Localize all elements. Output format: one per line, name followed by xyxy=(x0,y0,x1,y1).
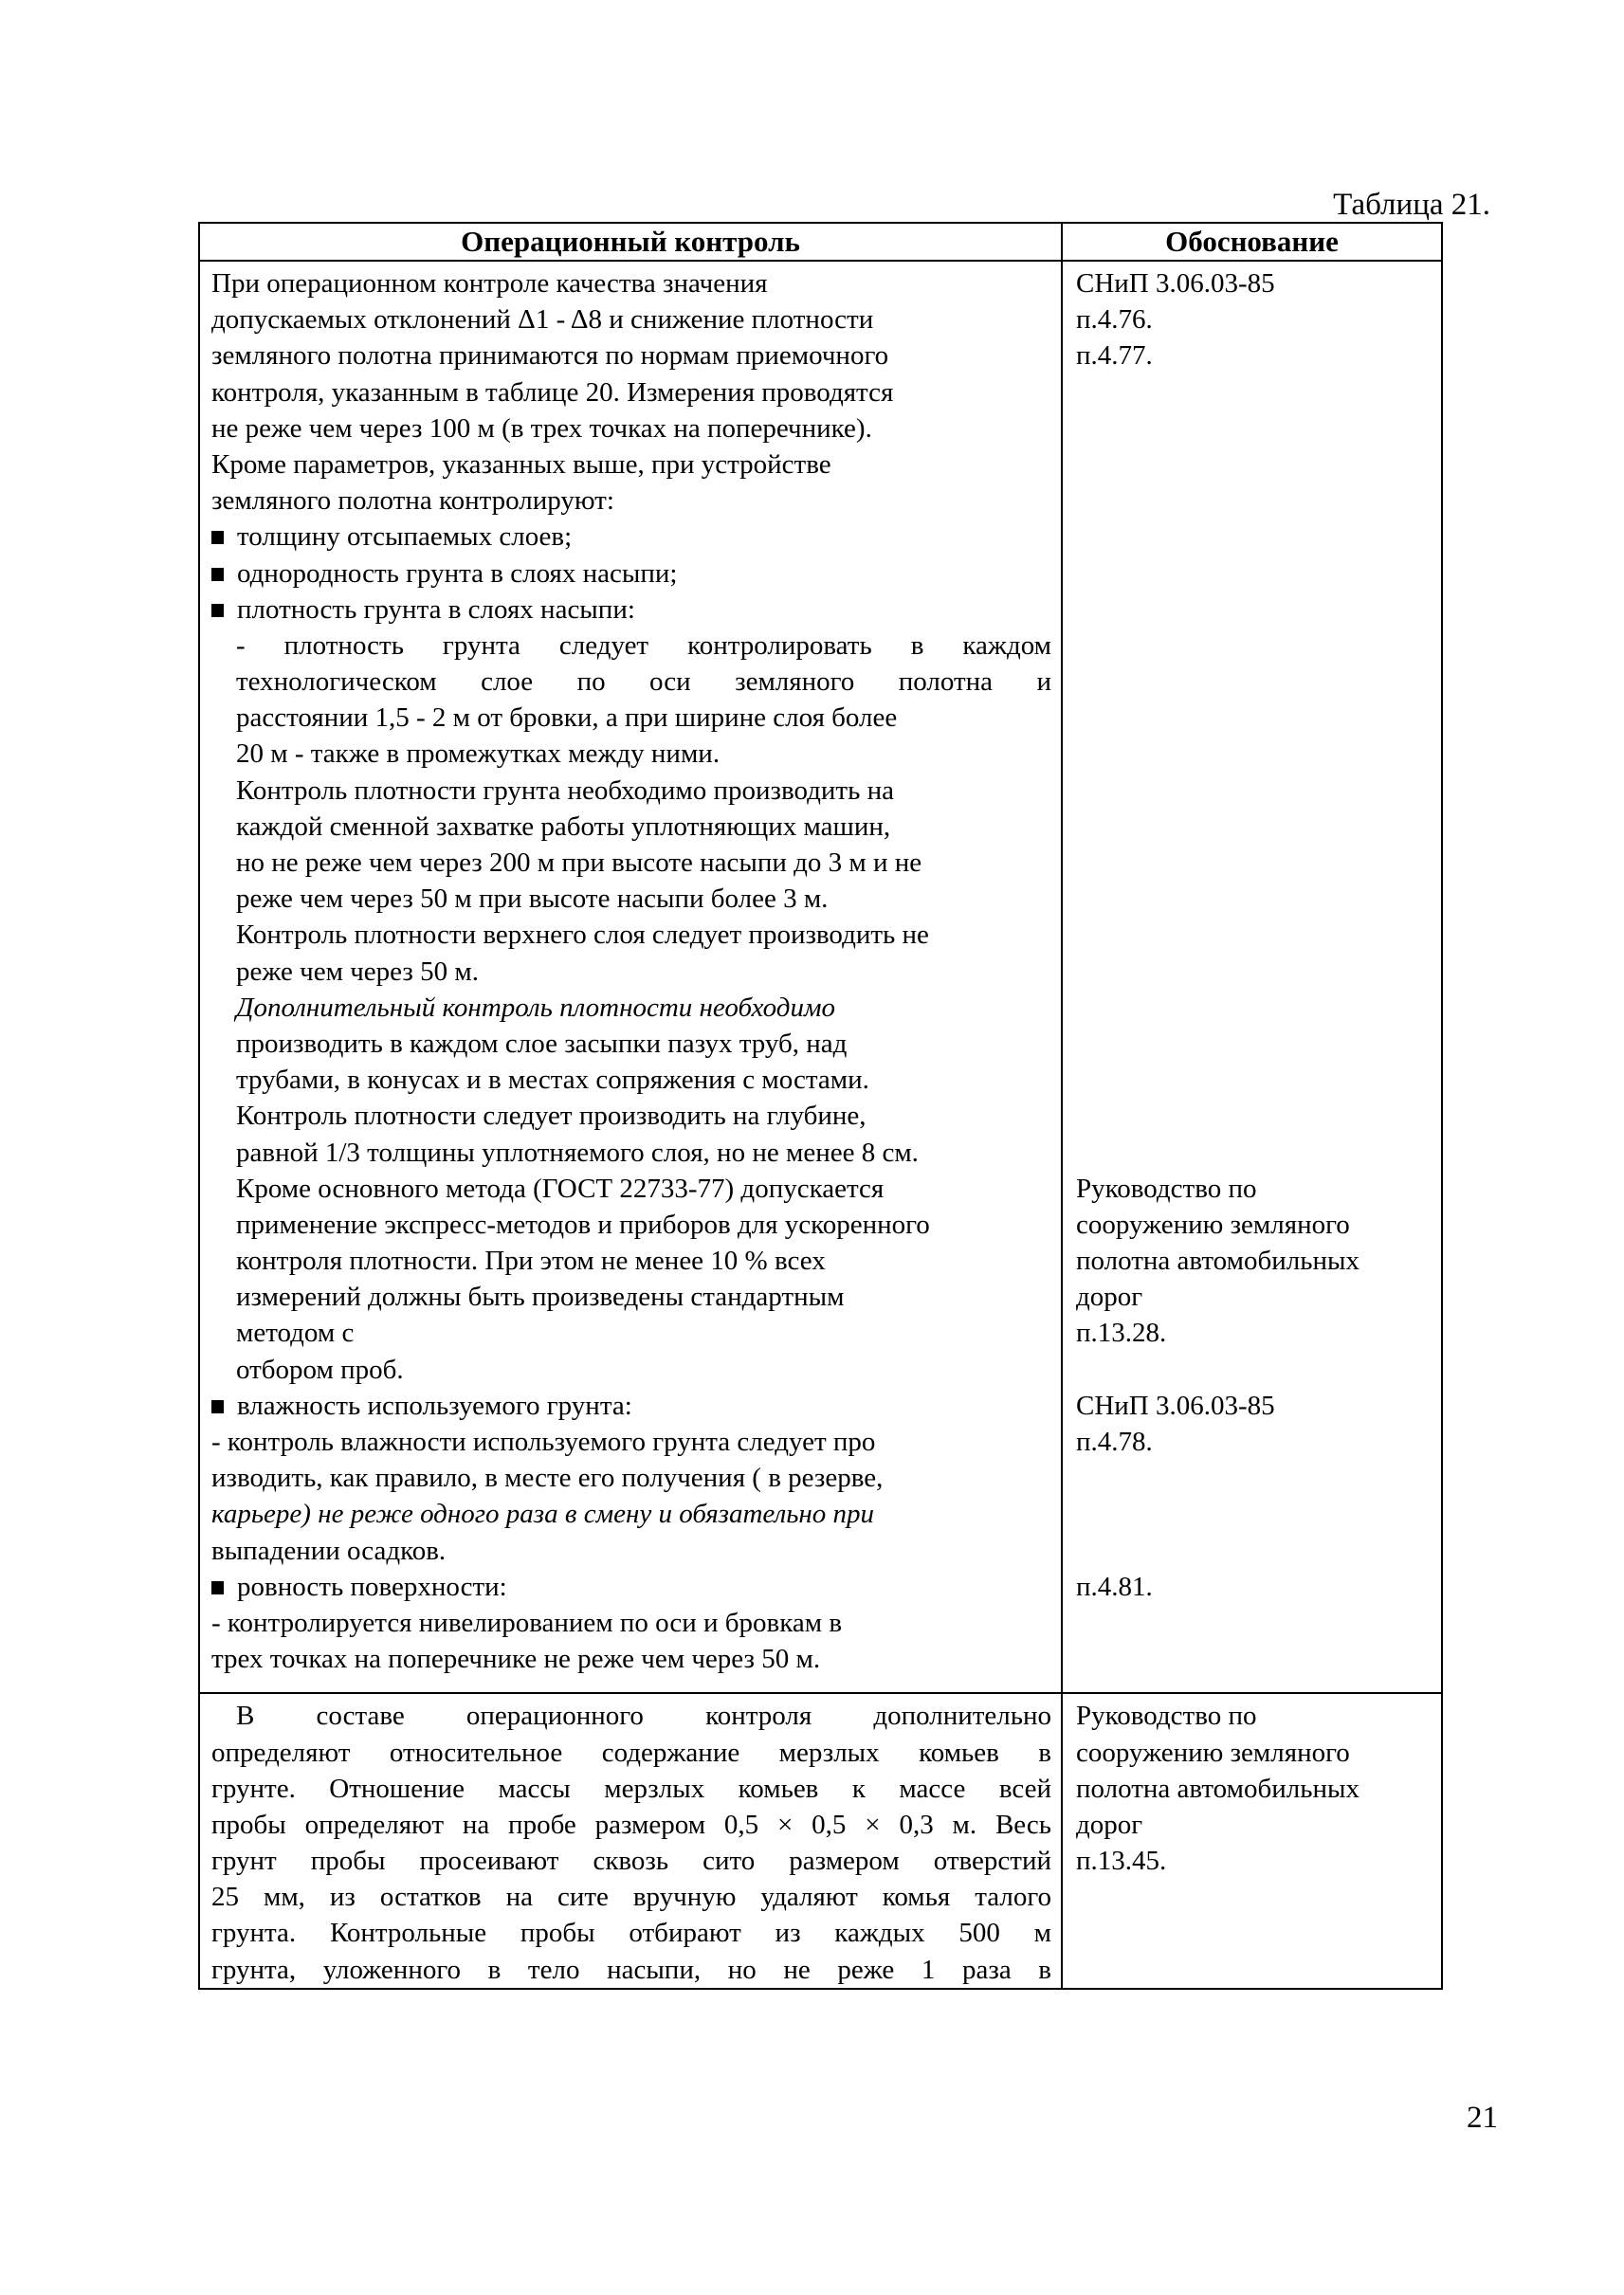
reference-line: п.4.77. xyxy=(1076,340,1153,372)
text-line: каждой сменной захватке работы уплотняющих машин, xyxy=(236,811,891,842)
text-line: При операционном контроле качества значения xyxy=(211,268,768,299)
text-line: применение экспресс-методов и приборов для ускоренного xyxy=(236,1209,930,1240)
reference-block-d xyxy=(1076,1569,1435,1605)
text-line: выпадении осадков. xyxy=(211,1535,447,1566)
reference-line: сооружению земляного xyxy=(1076,1209,1350,1240)
text-line: трубами, в конусах и в местах сопряжения с мостами. xyxy=(236,1065,869,1096)
text-line: пробы определяют на пробе размером 0,5 × 0,5 × 0,3 м. Весь xyxy=(211,1809,1051,1840)
text-line: Контроль плотности следует производить на глубине, xyxy=(236,1101,867,1132)
text-line: - контроль влажности используемого грунта следует про xyxy=(211,1427,876,1457)
bullet-item xyxy=(211,556,1051,592)
page-number: 21 xyxy=(1467,2101,1498,2135)
header-justification: Обоснование xyxy=(1062,223,1442,261)
text-line: реже чем через 50 м. xyxy=(236,956,479,987)
reference-line: СНиП 3.06.03-85 xyxy=(1076,1390,1275,1421)
reference-line: п.4.78. xyxy=(1076,1427,1153,1457)
text-line: Контроль плотности верхнего слоя следует производить не xyxy=(236,920,929,951)
table-row xyxy=(199,261,1442,1693)
text-line: Дополнительный контроль плотности необходимо xyxy=(236,992,835,1023)
text-line: Кроме основного метода (ГОСТ 22733-77) допускается xyxy=(236,1173,885,1204)
text-line: земляного полотна принимаются по нормам приемочного xyxy=(211,340,889,372)
text-line: карьере) не реже одного раза в смену и обязательно при xyxy=(211,1499,875,1530)
text-line: технологическом слое по оси земляного полотна и xyxy=(236,666,1051,698)
text-line: В составе операционного контроля дополнительно xyxy=(236,1701,1051,1732)
reference-line: п.4.81. xyxy=(1076,1571,1153,1602)
control-table xyxy=(198,222,1443,1990)
reference-block-a xyxy=(1076,265,1435,374)
reference-line: п.13.45. xyxy=(1076,1846,1167,1877)
text-line: земляного полотна контролируют: xyxy=(211,485,614,517)
reference-line: п.13.28. xyxy=(1076,1318,1167,1349)
text-line: изводить, как правило, в месте его получения ( в резерве, xyxy=(211,1463,884,1494)
text-line: равной 1/3 толщины уплотняемого слоя, но не менее 8 см. xyxy=(236,1137,919,1168)
bullet-text: толщину отсыпаемых слоев; xyxy=(237,521,573,553)
text-line: 25 мм, из остатков на сите вручную удаляют комья талого xyxy=(211,1882,1051,1913)
bullet-text: ровность поверхности: xyxy=(237,1571,507,1602)
reference-line: СНиП 3.06.03-85 xyxy=(1076,268,1275,299)
reference-line: полотна автомобильных xyxy=(1076,1246,1359,1277)
text-line: трех точках на поперечнике не реже чем через 50 м. xyxy=(211,1644,821,1675)
reference-line: дорог xyxy=(1076,1282,1143,1313)
text-line: - контролируется нивелированием по оси и бровкам в xyxy=(211,1607,843,1638)
text-line: производить в каждом слое засыпки пазух труб, над xyxy=(236,1028,848,1059)
text-line: определяют относительное содержание мерзлых комьев в xyxy=(211,1737,1051,1768)
table-header-row xyxy=(199,223,1442,261)
text-line: методом с xyxy=(236,1318,355,1349)
reference-line: полотна автомобильных xyxy=(1076,1773,1359,1804)
text-line: не реже чем через 100 м (в трех точках на поперечнике). xyxy=(211,412,872,444)
text-line: 20 м - также в промежутках между ними. xyxy=(236,738,721,770)
table-row xyxy=(199,1693,1442,1989)
table-caption: Таблица 21. xyxy=(1333,188,1490,222)
text-line: измерений должны быть произведены стандартным xyxy=(236,1282,845,1313)
text-line: допускаемых отклонений Δ1 - Δ8 и снижение плотности xyxy=(211,304,874,336)
row2-control-text xyxy=(199,1693,1062,1989)
text-line: грунт пробы просеивают сквозь сито размером отверстий xyxy=(211,1846,1051,1877)
reference-line: Руководство по xyxy=(1076,1173,1257,1204)
bullet-item xyxy=(211,592,1051,628)
bullet-item xyxy=(211,1569,1051,1605)
reference-line: сооружению земляного xyxy=(1076,1737,1350,1768)
row1-control-text xyxy=(199,261,1062,1693)
text-line: но не реже чем через 200 м при высоте насыпи до 3 м и не xyxy=(236,847,922,878)
reference-line: п.4.76. xyxy=(1076,304,1153,336)
reference-block-c xyxy=(1076,1388,1435,1460)
header-operational-control: Операционный контроль xyxy=(199,223,1062,261)
text-line: - плотность грунта следует контролировать в каждом xyxy=(236,629,1051,661)
text-line: грунта, уложенного в тело насыпи, но не реже 1 раза в xyxy=(211,1954,1051,1985)
text-line: реже чем через 50 м при высоте насыпи более 3 м. xyxy=(236,883,829,915)
text-line: грунта. Контрольные пробы отбирают из каждых 500 м xyxy=(211,1918,1051,1949)
text-line: контроля плотности. При этом не менее 10 % всех xyxy=(236,1246,826,1277)
bullet-text: плотность грунта в слоях насыпи: xyxy=(237,593,635,625)
text-line: Кроме параметров, указанных выше, при устройстве xyxy=(211,448,831,480)
bullet-text: однородность грунта в слоях насыпи; xyxy=(237,557,678,589)
bullet-item xyxy=(211,519,1051,555)
row2-justification xyxy=(1062,1693,1442,1989)
reference-line: дорог xyxy=(1076,1809,1143,1840)
text-line: расстоянии 1,5 - 2 м от бровки, а при ширине слоя более xyxy=(236,702,898,734)
text-line: грунте. Отношение массы мерзлых комьев к массе всей xyxy=(211,1773,1051,1804)
bullet-item xyxy=(211,1388,1051,1424)
text-line: Контроль плотности грунта необходимо производить на xyxy=(236,774,894,806)
reference-line: Руководство по xyxy=(1076,1701,1257,1732)
bullet-text: влажность используемого грунта: xyxy=(237,1390,632,1421)
text-line: отбором проб. xyxy=(236,1354,404,1385)
row1-justification xyxy=(1062,261,1442,1693)
reference-block-b xyxy=(1076,1171,1435,1352)
text-line: контроля, указанным в таблице 20. Измерения проводятся xyxy=(211,376,894,408)
